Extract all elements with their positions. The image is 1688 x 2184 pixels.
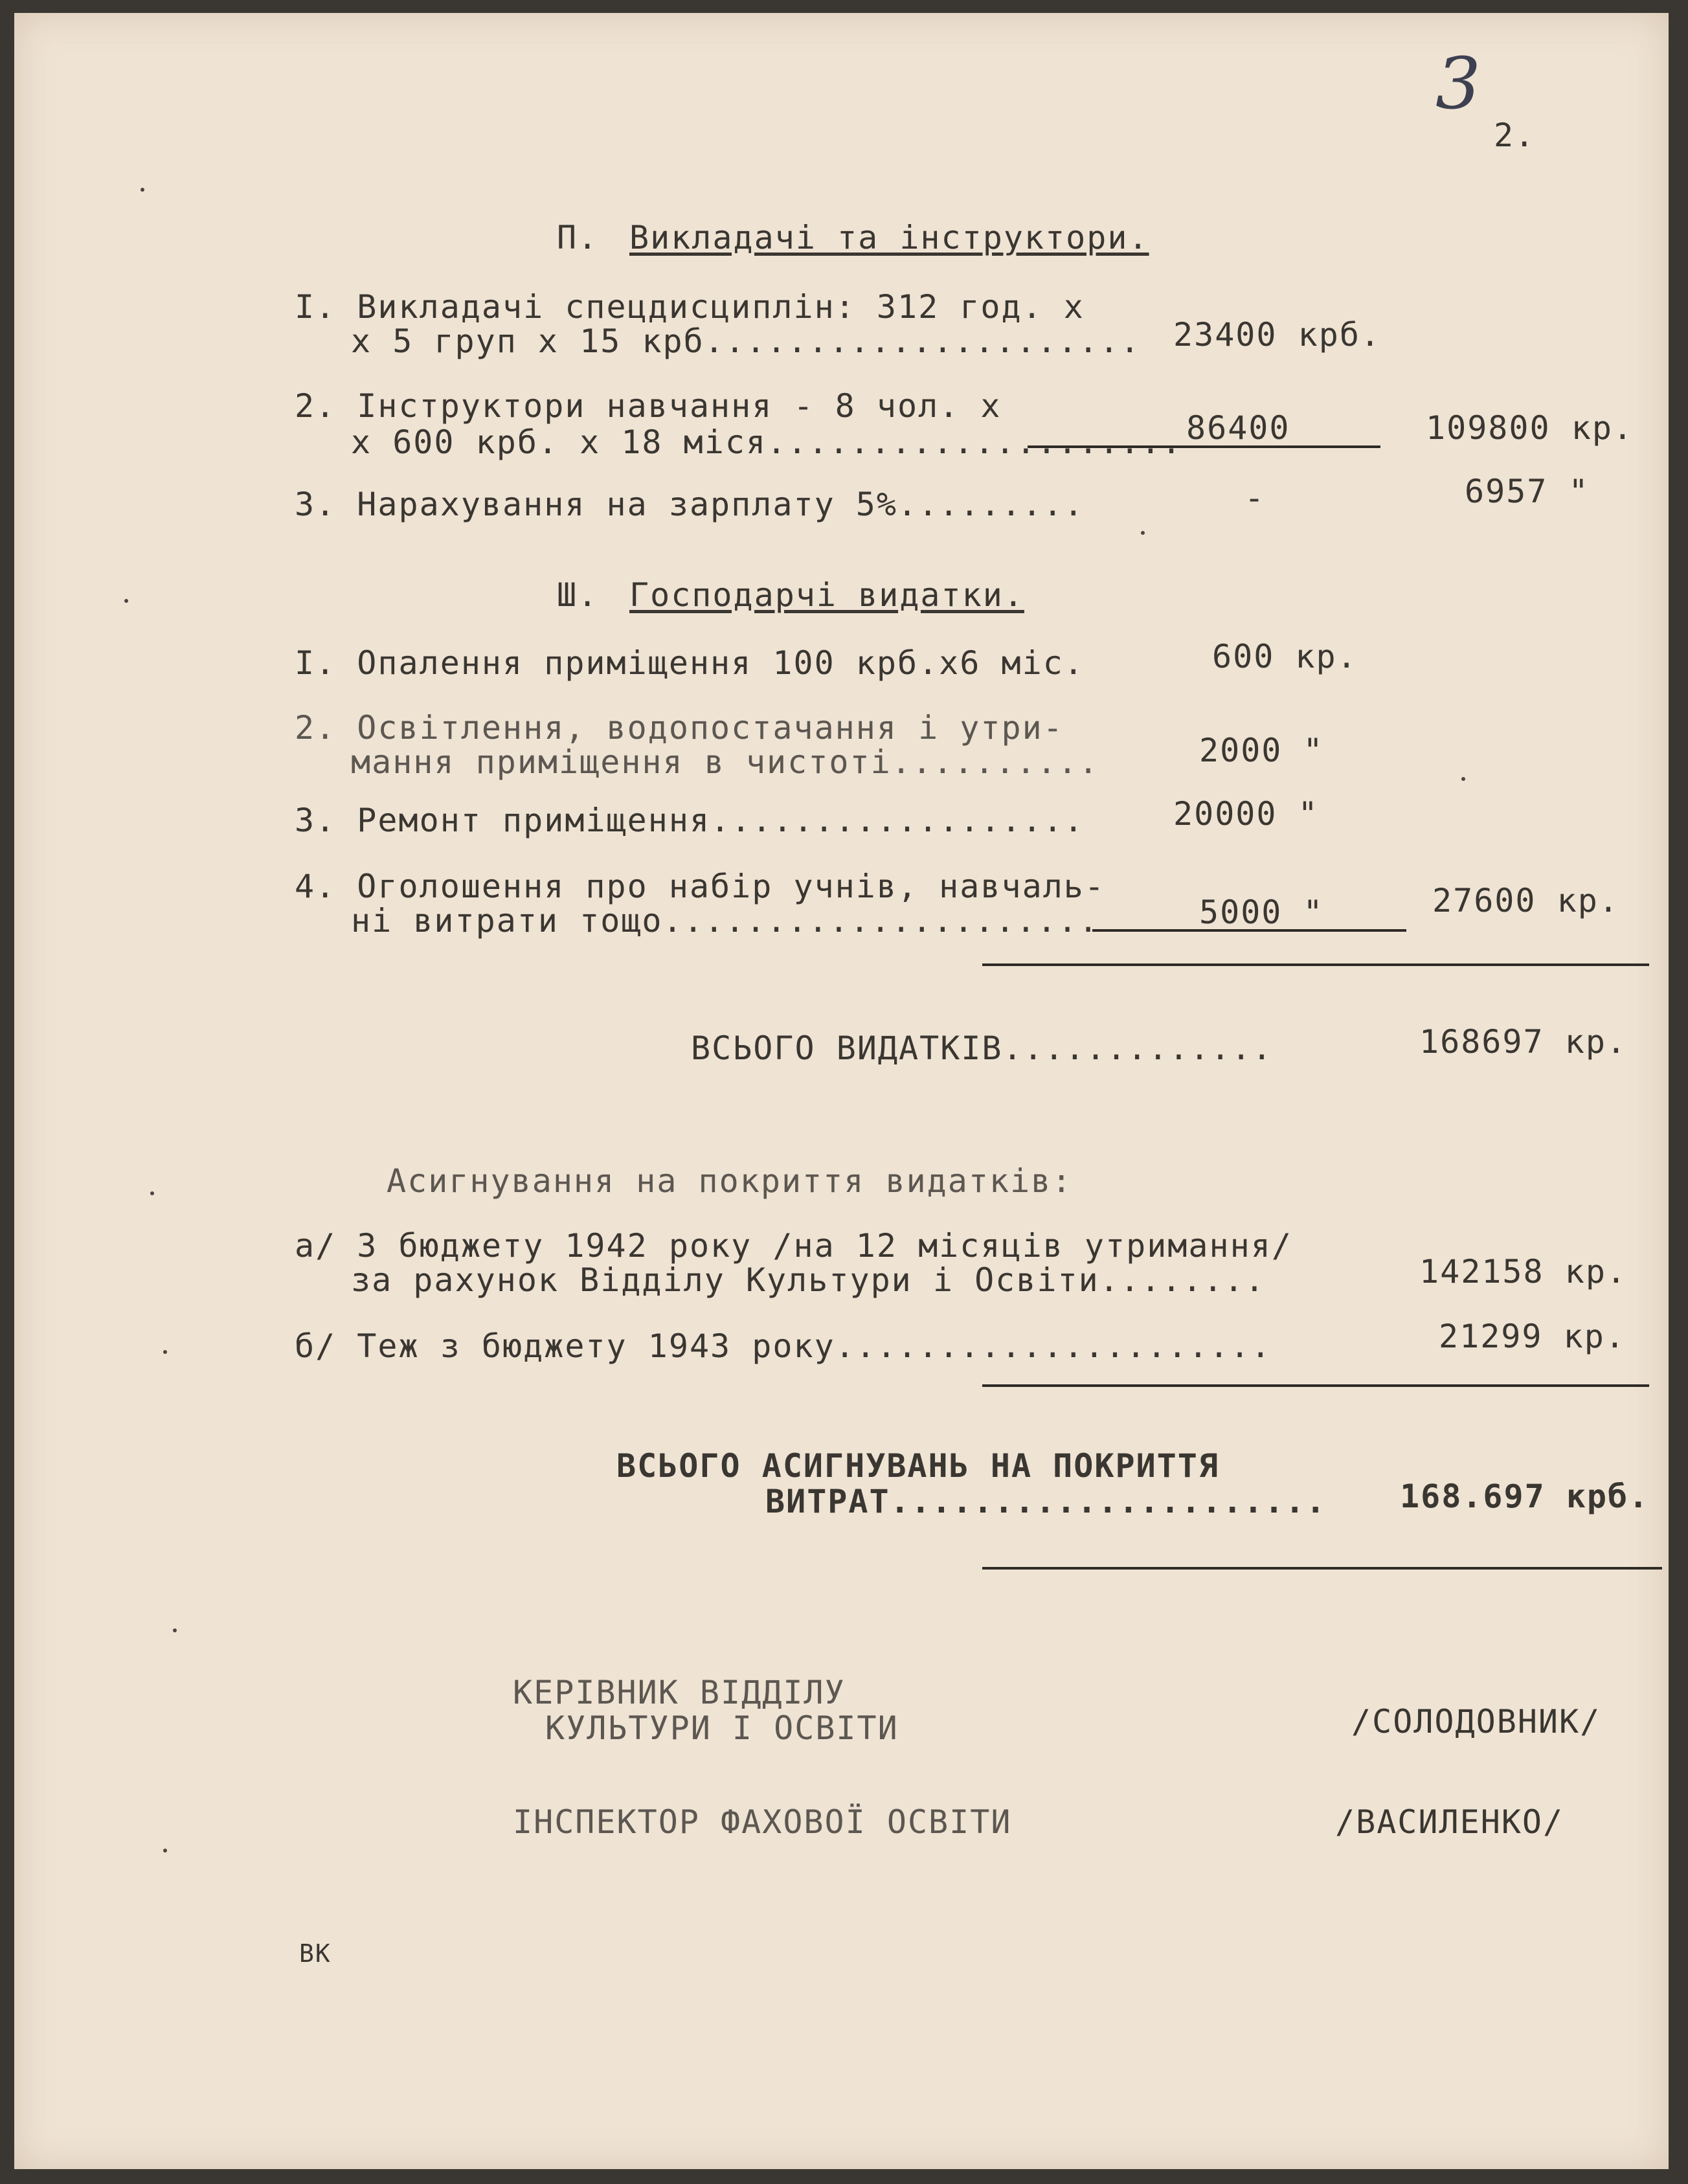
signature1-title-line1: КЕРІВНИК ВІДДІЛУ xyxy=(513,1674,846,1711)
paper-speck xyxy=(124,599,128,603)
s3-item4-line1: 4. Оголошення про набір учнів, навчаль- xyxy=(295,868,1105,905)
s3-item4-amount: 5000 " xyxy=(1199,894,1324,931)
signature2-name: /ВАСИЛЕНКО/ xyxy=(1335,1803,1564,1841)
paper-speck xyxy=(173,1628,177,1632)
signature2-title: ІНСПЕКТОР ФАХОВОЇ ОСВІТИ xyxy=(513,1803,1012,1841)
s2-item1-amount: 23400 крб. xyxy=(1173,316,1382,354)
s3-item1-amount: 600 кр. xyxy=(1212,638,1358,675)
paper-speck xyxy=(163,1849,167,1852)
s2-item3-line1: 3. Нарахування на зарплату 5%......... xyxy=(295,486,1085,523)
section2-title: Викладачі та інструктори. xyxy=(629,219,1149,256)
paper-speck xyxy=(1141,531,1145,535)
total-funding-line1: ВСЬОГО АСИГНУВАНЬ НА ПОКРИТТЯ xyxy=(616,1447,1219,1485)
signature1-name: /СОЛОДОВНИК/ xyxy=(1351,1703,1601,1740)
paper-speck xyxy=(1461,777,1465,781)
s2-item3-total: 6957 " xyxy=(1465,473,1590,510)
section3-number: Ш. xyxy=(557,576,599,614)
funding-b-value: 21299 кр. xyxy=(1439,1318,1626,1355)
total-rule-3 xyxy=(982,1567,1662,1570)
document-page xyxy=(14,13,1669,2169)
paper-speck xyxy=(150,1191,154,1195)
section2-number: П. xyxy=(557,219,599,256)
total-expenses-label: ВСЬОГО ВИДАТКІВ............. xyxy=(691,1030,1273,1067)
s3-item2-amount: 2000 " xyxy=(1199,732,1324,769)
signature1-title-line2: КУЛЬТУРИ І ОСВІТИ xyxy=(545,1709,899,1747)
s2-item3-amount: - xyxy=(1244,479,1266,517)
total-funding-value: 168.697 крб. xyxy=(1400,1478,1650,1515)
s3-item1-line1: І. Опалення приміщення 100 крб.х6 міс. xyxy=(295,644,1085,682)
typed-page-number: 2. xyxy=(1494,117,1536,154)
s2-item2-line1: 2. Інструктори навчання - 8 чол. х xyxy=(295,387,1002,425)
typist-initials: ВК xyxy=(299,1939,332,1968)
funding-title: Асигнування на покриття видатків: xyxy=(387,1162,1073,1200)
s2-subtotal-rule xyxy=(1028,445,1380,448)
funding-a-value: 142158 кр. xyxy=(1419,1253,1628,1290)
funding-b-line1: б/ Теж з бюджету 1943 року..................... xyxy=(295,1327,1272,1365)
total-expenses-value: 168697 кр. xyxy=(1419,1023,1628,1061)
s3-item4-total: 27600 кр. xyxy=(1432,882,1619,919)
handwritten-page-number: 3 xyxy=(1435,42,1481,125)
s2-item1-line1: І. Викладачі спецдисциплін: 312 год. х xyxy=(295,288,1085,326)
s3-item2-line1: 2. Освітлення, водопостачання і утри- xyxy=(295,709,1064,747)
s2-item2-line2: х 600 крб. х 18 міся.................... xyxy=(351,423,1183,461)
section3-title: Господарчі видатки. xyxy=(629,576,1024,614)
s3-item3-amount: 20000 " xyxy=(1173,795,1319,833)
s3-item3-line1: 3. Ремонт приміщення.................. xyxy=(295,802,1085,839)
funding-a-line2: за рахунок Відділу Культури і Освіти........ xyxy=(351,1261,1266,1299)
s3-subtotal-rule xyxy=(1092,929,1406,932)
total-rule-1 xyxy=(982,963,1649,966)
s2-item2-total: 109800 кр. xyxy=(1426,409,1634,447)
s2-item2-amount: 86400 xyxy=(1186,409,1290,447)
s2-item1-line2: х 5 груп х 15 крб..................... xyxy=(351,322,1141,360)
paper-speck xyxy=(163,1350,167,1354)
s3-item4-line2: ні витрати тощо..................... xyxy=(351,902,1099,940)
s3-item2-line2: мання приміщення в чистоті.......... xyxy=(351,743,1099,781)
total-rule-2 xyxy=(982,1384,1649,1387)
funding-a-line1: а/ З бюджету 1942 року /на 12 місяців утримання/ xyxy=(295,1227,1292,1265)
paper-speck xyxy=(141,188,144,192)
total-funding-line2: ВИТРАТ..................... xyxy=(765,1483,1327,1520)
